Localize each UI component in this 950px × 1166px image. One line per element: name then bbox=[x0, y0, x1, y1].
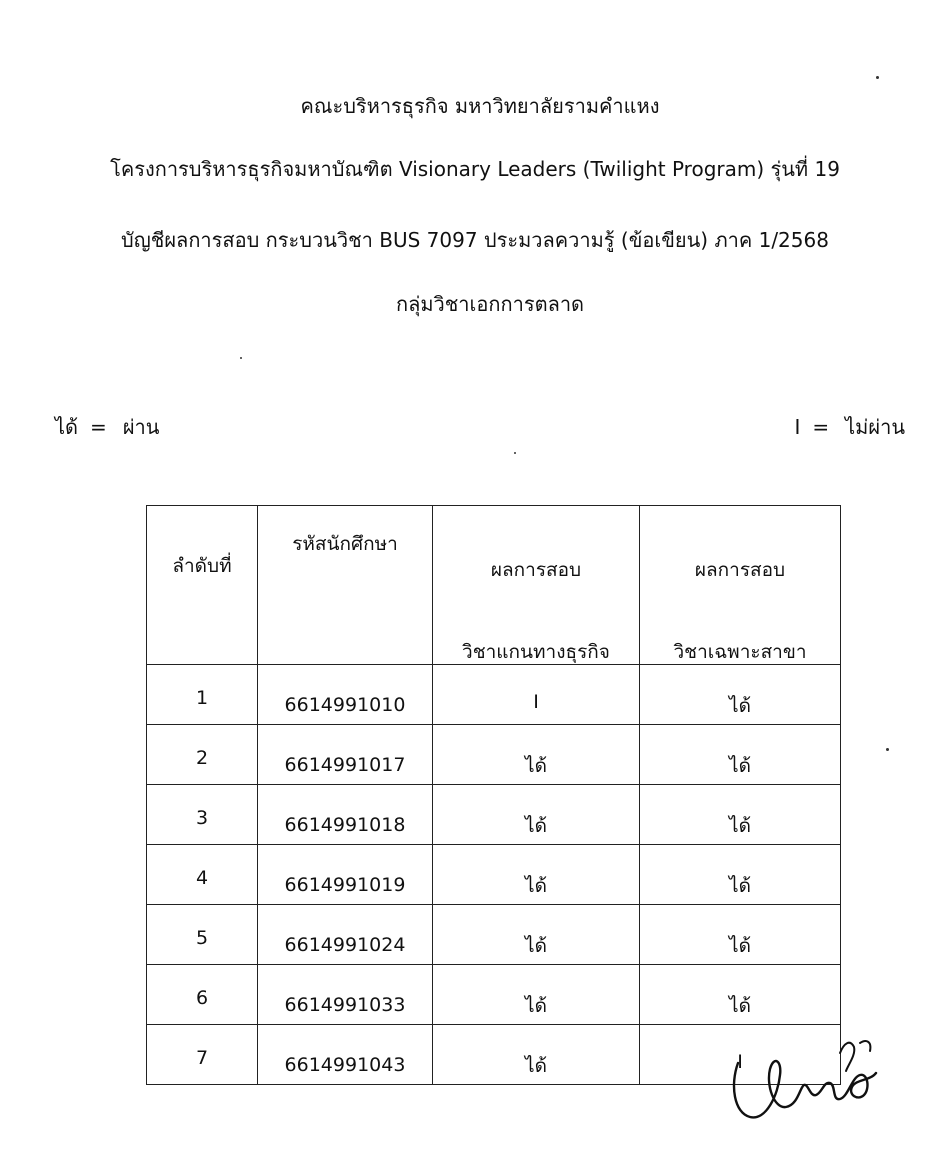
header-core-result: ผลการสอบ วิชาแกนทางธุรกิจ bbox=[433, 506, 640, 665]
scan-speck bbox=[514, 452, 516, 454]
table-row bbox=[147, 905, 841, 965]
legend-fail-symbol: I bbox=[794, 415, 801, 439]
cell-core-result: ได้ bbox=[433, 785, 640, 845]
table-header-row bbox=[147, 506, 841, 665]
cell-no: 6 bbox=[147, 965, 258, 1025]
cell-student-id: 6614991033 bbox=[258, 965, 433, 1025]
cell-no: 5 bbox=[147, 905, 258, 965]
table-row bbox=[147, 725, 841, 785]
scan-speck bbox=[886, 748, 889, 751]
major-group-title: กลุ่มวิชาเอกการตลาด bbox=[395, 292, 585, 316]
header-student-id: รหัสนักศึกษา bbox=[258, 506, 433, 665]
exam-title: บัญชีผลการสอบ กระบวนวิชา BUS 7097 ประมวลความรู้ (ข้อเขียน) ภาค 1/2568 bbox=[121, 228, 829, 252]
header-no: ลำดับที่ bbox=[147, 506, 258, 665]
cell-major-result: ได้ bbox=[640, 665, 841, 725]
results-table bbox=[146, 505, 841, 1085]
cell-no: 2 bbox=[147, 725, 258, 785]
cell-major-result: I bbox=[640, 1025, 841, 1085]
legend-equals: = bbox=[90, 415, 107, 439]
legend-pass-meaning: ผ่าน bbox=[122, 415, 160, 439]
cell-student-id: 6614991017 bbox=[258, 725, 433, 785]
cell-no: 1 bbox=[147, 665, 258, 725]
table-row bbox=[147, 665, 841, 725]
legend-pass bbox=[55, 415, 159, 439]
cell-major-result: ได้ bbox=[640, 785, 841, 845]
faculty-title: คณะบริหารธุรกิจ มหาวิทยาลัยรามคำแหง bbox=[300, 94, 660, 118]
program-title: โครงการบริหารธุรกิจมหาบัณฑิต Visionary Leaders (Twilight Program) รุ่นที่ 19 bbox=[110, 157, 840, 181]
legend-fail-meaning: ไม่ผ่าน bbox=[845, 415, 905, 439]
cell-no: 7 bbox=[147, 1025, 258, 1085]
cell-no: 3 bbox=[147, 785, 258, 845]
cell-core-result: ได้ bbox=[433, 905, 640, 965]
header-major-result: ผลการสอบ วิชาเฉพาะสาขา bbox=[640, 506, 841, 665]
cell-core-result: ได้ bbox=[433, 725, 640, 785]
legend-fail bbox=[794, 415, 905, 439]
legend-pass-symbol: ได้ bbox=[55, 415, 79, 439]
cell-no: 4 bbox=[147, 845, 258, 905]
cell-core-result: I bbox=[433, 665, 640, 725]
cell-student-id: 6614991018 bbox=[258, 785, 433, 845]
cell-core-result: ได้ bbox=[433, 965, 640, 1025]
scan-speck bbox=[876, 76, 879, 79]
cell-student-id: 6614991019 bbox=[258, 845, 433, 905]
cell-major-result: ได้ bbox=[640, 905, 841, 965]
cell-major-result: ได้ bbox=[640, 845, 841, 905]
cell-student-id: 6614991010 bbox=[258, 665, 433, 725]
legend-equals: = bbox=[812, 415, 830, 439]
cell-core-result: ได้ bbox=[433, 1025, 640, 1085]
cell-core-result: ได้ bbox=[433, 845, 640, 905]
signature-mark bbox=[720, 1025, 890, 1135]
cell-student-id: 6614991043 bbox=[258, 1025, 433, 1085]
cell-major-result: ได้ bbox=[640, 725, 841, 785]
table-row bbox=[147, 785, 841, 845]
cell-major-result: ได้ bbox=[640, 965, 841, 1025]
table-row bbox=[147, 845, 841, 905]
scan-speck bbox=[240, 357, 242, 359]
table-row bbox=[147, 965, 841, 1025]
cell-student-id: 6614991024 bbox=[258, 905, 433, 965]
